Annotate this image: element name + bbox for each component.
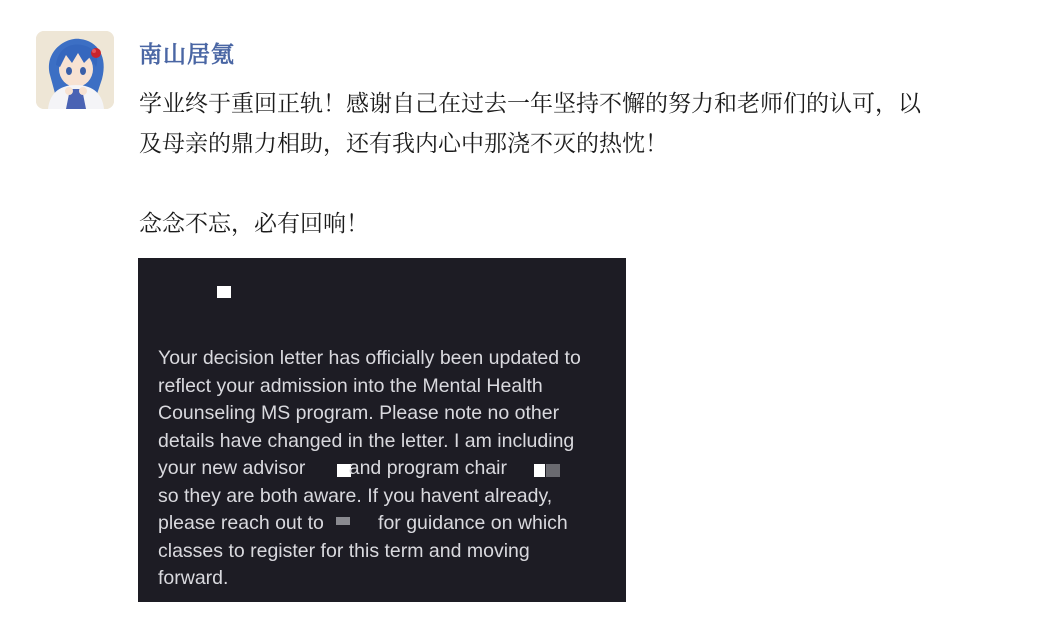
letter-text [158,345,581,593]
letter-line: classes to register for this term and moving [158,539,530,562]
letter-line: please reach out to for guidance on which [158,512,568,534]
username[interactable]: 南山居氪 [139,42,235,68]
post-closing-line: 念念不忘，必有回响！ [139,211,369,237]
post-text-line: 学业终于重回正轨！感谢自己在过去一年坚持不懈的努力和老师们的认可，以 [139,91,921,117]
letter-line: forward. [158,567,229,589]
letter-line: Counseling MS program. Please note no other [158,402,560,424]
attached-image[interactable] [138,258,626,602]
letter-line: Your decision letter has officially been updated to [158,347,581,369]
anime-avatar-icon [36,31,114,109]
letter-line: reflect your admission into the Mental Health [158,374,543,397]
letter-line: your new advisor and program chair [158,457,507,479]
post-text-line: 及母亲的鼎力相助，还有我内心中那浇不灭的热忱！ [139,131,668,157]
redaction-block [217,286,231,298]
avatar[interactable] [36,31,114,109]
letter-line: so they are both aware. If you havent already, [158,484,553,507]
paragraph-spacer [139,164,1039,204]
post-text [139,84,1039,244]
letter-line: details have changed in the letter. I am including [158,429,575,452]
